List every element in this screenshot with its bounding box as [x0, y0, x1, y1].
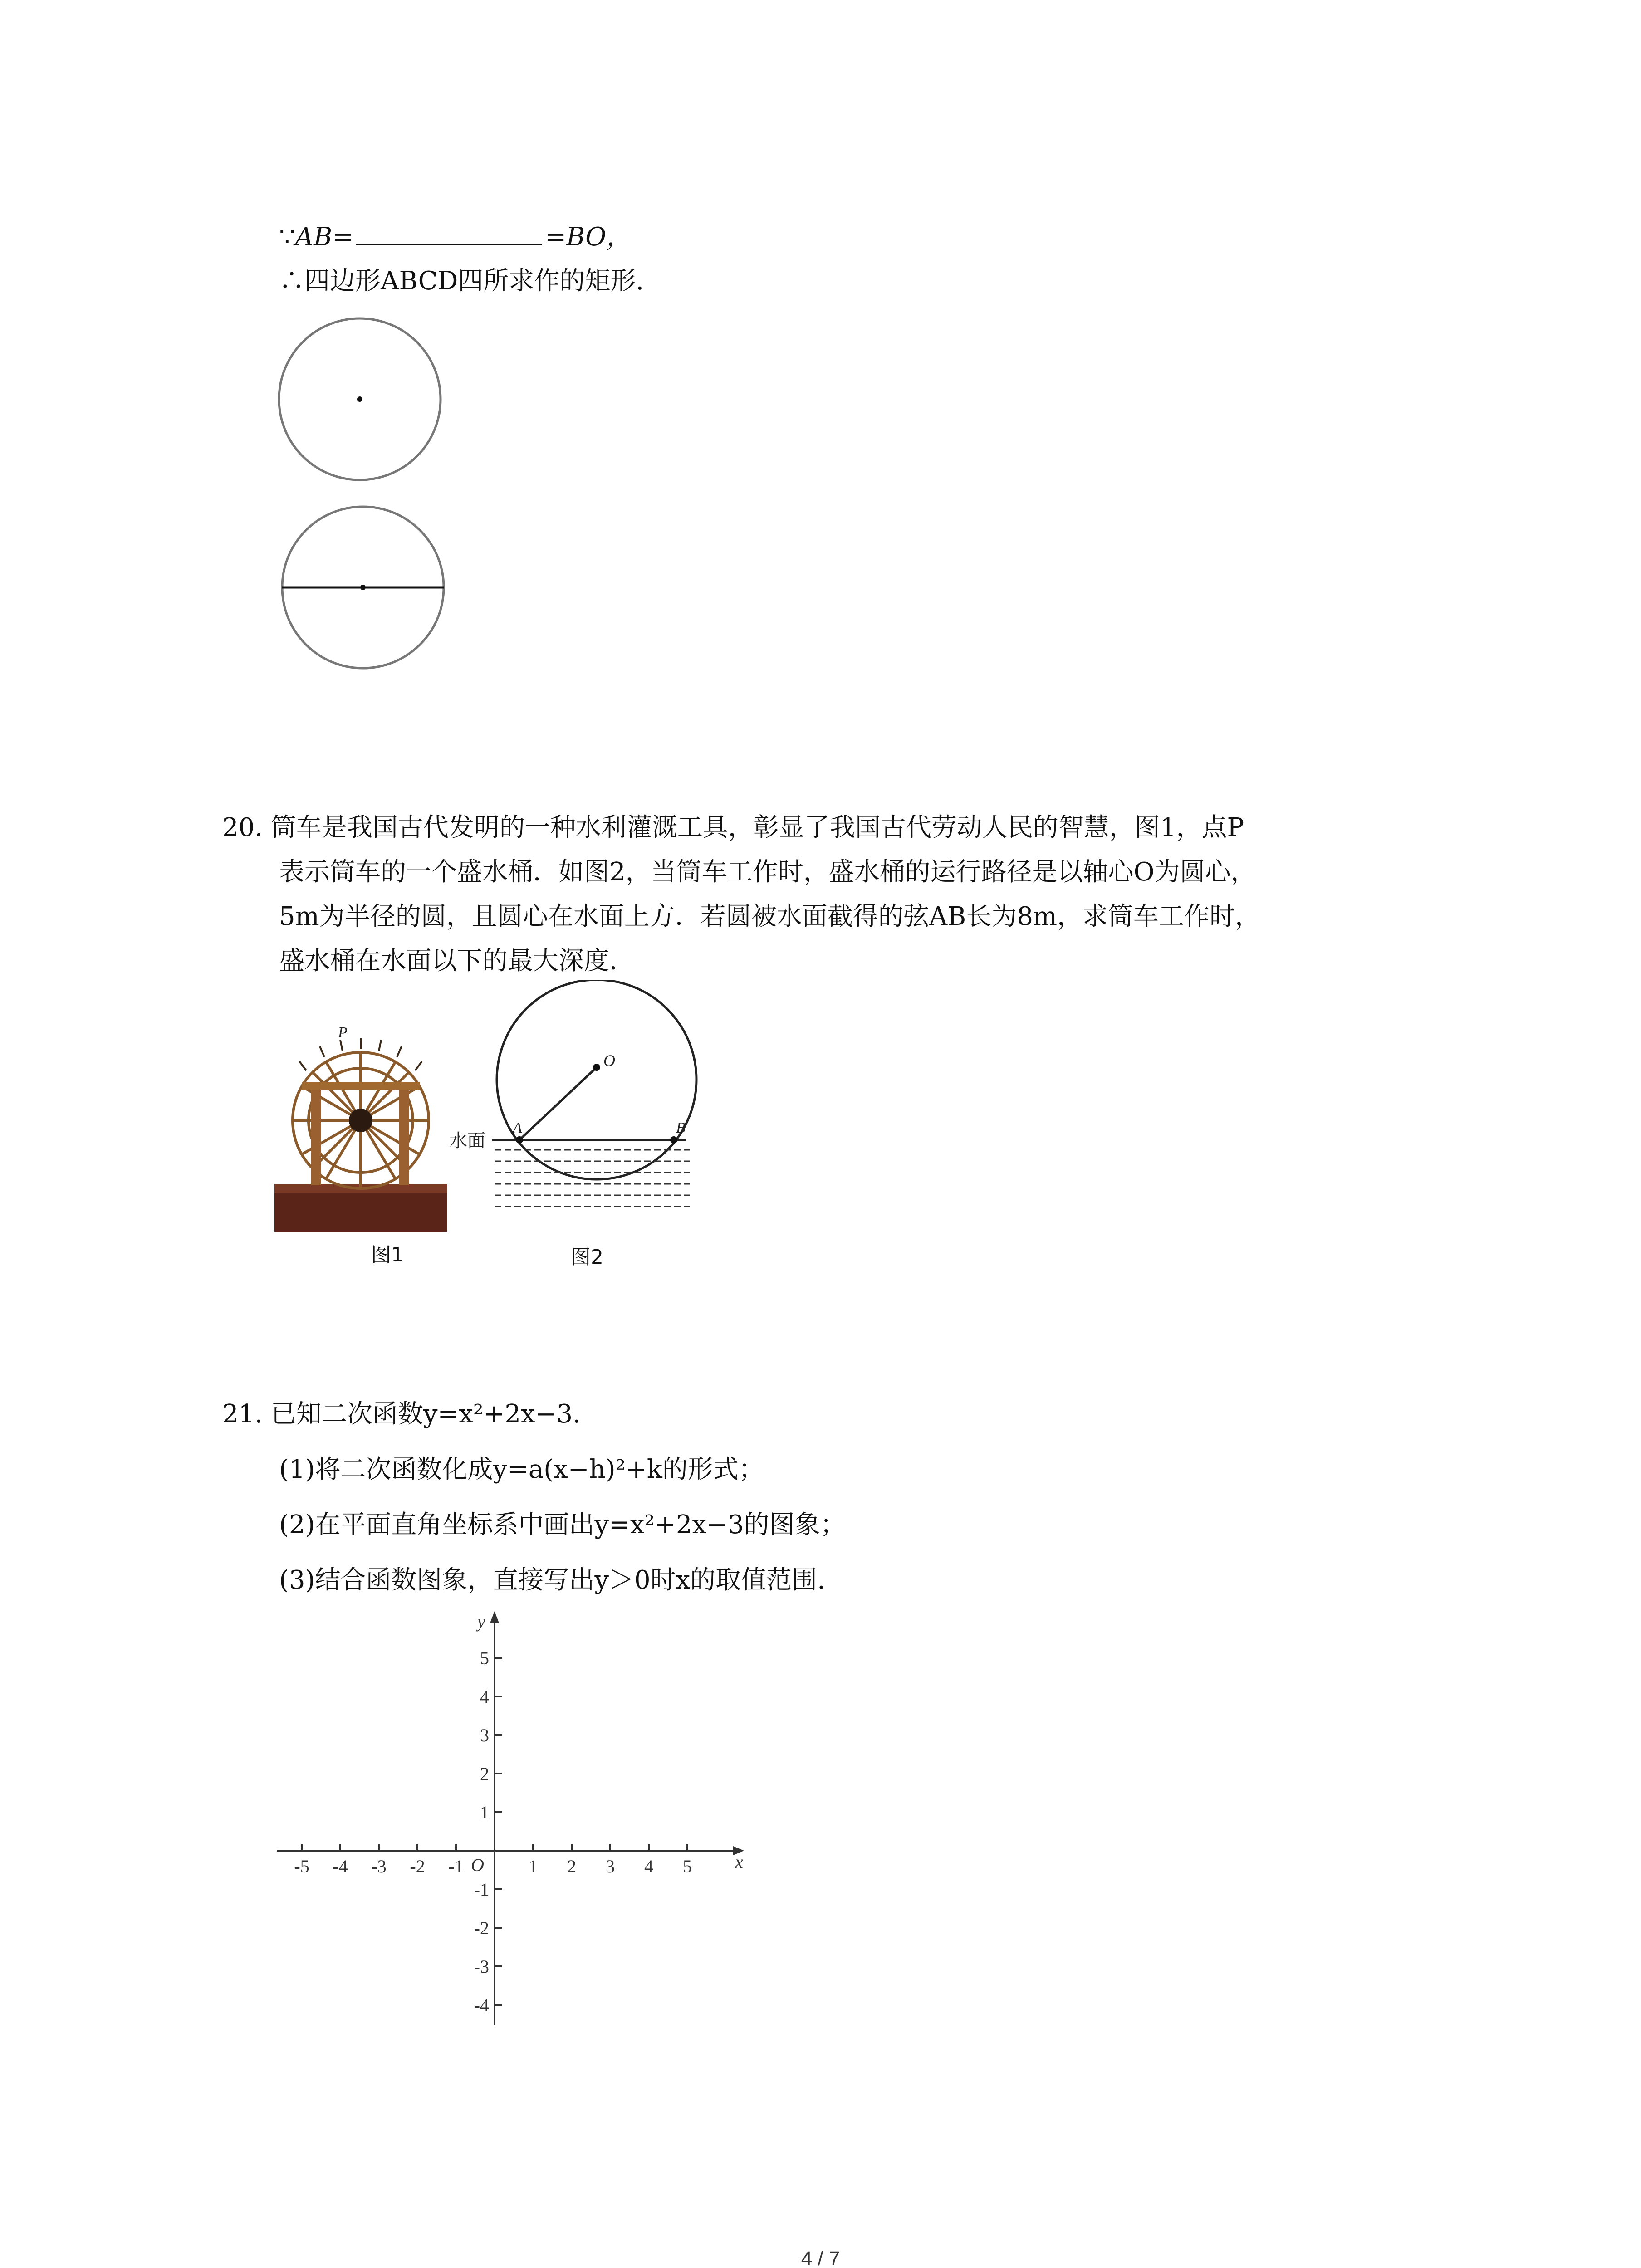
circle-water-diagram: [449, 980, 703, 1234]
fig1-caption: 图1: [371, 1243, 404, 1266]
fig1-label-p: P: [338, 1027, 348, 1041]
circle-figure-1: [272, 313, 449, 485]
q20-text-1: 筒车是我国古代发明的一种水利灌溉工具，彰显了我国古代劳动人民的智慧，图1，点P: [270, 813, 1244, 842]
x-tick-label: 4: [644, 1856, 653, 1877]
x-tick-label: -4: [333, 1856, 348, 1877]
y-tick-label: 2: [480, 1764, 489, 1784]
fig2-caption: 图2: [571, 1246, 603, 1269]
fig2-label-b: B: [676, 1119, 686, 1136]
fig2-label-o: O: [603, 1051, 615, 1070]
x-tick-label: 3: [606, 1856, 615, 1877]
q20-number: 20.: [222, 813, 263, 842]
x-axis-label: x: [735, 1852, 743, 1872]
y-tick-label: 3: [480, 1725, 489, 1745]
y-axis-label: y: [477, 1611, 485, 1632]
x-tick-label: 2: [567, 1856, 576, 1877]
therefore-text: 四边形ABCD四所求作的矩形.: [304, 266, 644, 296]
q21-part3: (3)结合函数图象，直接写出y＞0时x的取值范围.: [279, 1565, 825, 1595]
because-text-b: =BO，: [545, 222, 632, 252]
coordinate-plane: [268, 1606, 758, 2037]
q21-stem-line: [222, 1396, 581, 1432]
therefore-symbol: ∴: [279, 266, 304, 296]
x-tick-label: 5: [683, 1856, 692, 1877]
fig2-label-a: A: [513, 1119, 522, 1136]
q20-line4: 盛水桶在水面以下的最大深度．: [279, 946, 635, 976]
q20-line1: [222, 810, 1244, 846]
circle-2-center: [360, 585, 366, 590]
circle-1-center: [357, 396, 362, 402]
answer-blank[interactable]: [356, 219, 542, 245]
y-tick-label: 5: [480, 1648, 489, 1668]
q21-stem: 已知二次函数y=x²+2x−3.: [270, 1399, 581, 1429]
y-axis-arrow: [490, 1611, 499, 1623]
origin-label: O: [471, 1855, 484, 1875]
point-b: [670, 1136, 677, 1144]
point-a: [516, 1136, 523, 1144]
y-tick-label: -3: [474, 1956, 489, 1977]
y-tick-label: -2: [474, 1918, 489, 1938]
y-tick-label: 4: [480, 1686, 489, 1707]
q20-line2: 表示筒车的一个盛水桶．如图2，当筒车工作时，盛水桶的运行路径是以轴心O为圆心，: [279, 857, 1256, 887]
x-tick-label: -2: [410, 1856, 425, 1877]
x-tick-label: -1: [448, 1856, 464, 1877]
because-symbol: ∵: [279, 222, 295, 252]
q20-line3: 5m为半径的圆，且圆心在水面上方．若圆被水面截得的弦AB长为8m，求筒车工作时，: [279, 902, 1261, 931]
point-o: [593, 1064, 600, 1071]
q21-part1: (1)将二次函数化成y=a(x−h)²+k的形式；: [279, 1455, 764, 1484]
because-line: [279, 219, 632, 255]
q21-number: 21.: [222, 1399, 263, 1429]
x-tick-label: -3: [371, 1856, 387, 1877]
radius-oa: [519, 1067, 597, 1140]
fig2-water-label: 水面: [449, 1130, 485, 1151]
page-number: 4 / 7: [801, 2248, 840, 2268]
x-tick-label: -5: [294, 1856, 309, 1877]
y-tick-label: -4: [474, 1995, 489, 2015]
waterwheel-photo: [274, 1027, 447, 1234]
q21-part2: (2)在平面直角坐标系中画出y=x²+2x−3的图象；: [279, 1510, 846, 1540]
y-tick-label: -1: [474, 1879, 489, 1900]
therefore-line: [279, 263, 644, 299]
because-text-a: AB=: [295, 222, 354, 252]
y-tick-label: 1: [480, 1802, 489, 1823]
circle-figure-2: [272, 501, 454, 674]
x-tick-label: 1: [529, 1856, 538, 1877]
